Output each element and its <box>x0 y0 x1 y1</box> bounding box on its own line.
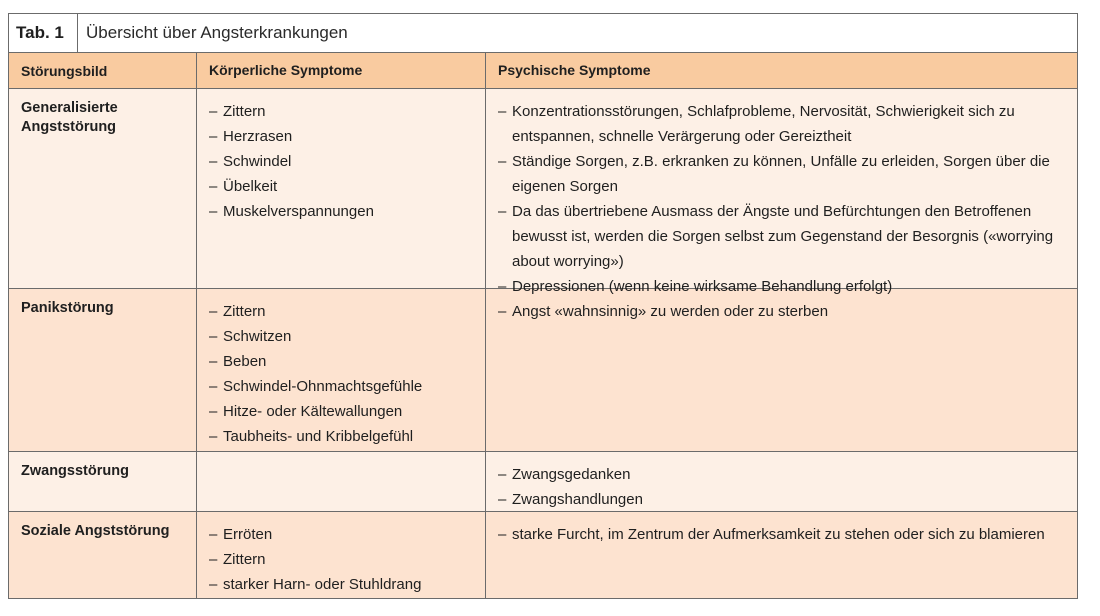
table-title: Übersicht über Angsterkrankungen <box>86 23 348 42</box>
bullet-dash: – <box>209 203 218 220</box>
psychological-symptom-text: Konzentrationsstörungen, Schlafprobleme, Nervosität, Schwierigkeit sich zu entspannen, schnelle Verärgerung oder Gereiztheit <box>512 103 1015 145</box>
bullet-dash: – <box>498 526 507 543</box>
physical-symptom-item <box>209 299 473 324</box>
bullet-dash: – <box>498 466 507 483</box>
physical-symptoms-cell <box>197 289 486 451</box>
psychological-symptom-item <box>498 522 1065 547</box>
bullet-dash: – <box>209 178 218 195</box>
psychological-symptom-item <box>498 299 1065 324</box>
physical-symptom-text: Muskelverspannungen <box>223 203 374 220</box>
physical-symptom-item <box>209 547 473 572</box>
psychological-symptom-item <box>498 99 1065 149</box>
table-caption <box>9 14 1077 53</box>
physical-symptom-text: Hitze- oder Kältewallungen <box>223 403 403 420</box>
physical-symptom-item <box>209 522 473 547</box>
physical-symptom-item <box>209 124 473 149</box>
physical-symptom-text: Übelkeit <box>223 178 278 195</box>
bullet-dash: – <box>209 576 218 593</box>
physical-symptom-text: Zittern <box>223 551 266 568</box>
bullet-dash: – <box>209 551 218 568</box>
physical-symptom-item <box>209 349 473 374</box>
header-psychological: Psychische Symptome <box>498 62 651 78</box>
physical-symptoms-cell <box>197 452 486 511</box>
physical-symptom-item <box>209 374 473 399</box>
psychological-symptom-text: Ständige Sorgen, z.B. erkranken zu können, Unfälle zu erleiden, Sorgen über die eigenen Sorgen <box>512 153 1050 195</box>
bullet-dash: – <box>209 378 218 395</box>
header-disorder: Störungsbild <box>9 53 197 88</box>
physical-symptom-text: Zittern <box>223 303 266 320</box>
physical-symptom-text: Schwindel <box>223 153 292 170</box>
psychological-symptoms-cell <box>486 89 1077 295</box>
physical-symptom-item <box>209 149 473 174</box>
disorder-cell: Panikstörung <box>9 289 197 451</box>
bullet-dash: – <box>498 153 507 170</box>
header-physical: Körperliche Symptome <box>197 53 486 88</box>
table-row <box>9 452 1077 512</box>
physical-symptom-item <box>209 199 473 224</box>
psychological-symptom-text: Zwangsgedanken <box>512 466 631 483</box>
bullet-dash: – <box>498 303 507 320</box>
physical-symptom-text: Herzrasen <box>223 128 293 145</box>
physical-symptom-text: Zittern <box>223 103 266 120</box>
table-row <box>9 89 1077 295</box>
physical-symptom-item <box>209 174 473 199</box>
physical-symptom-item <box>209 399 473 424</box>
bullet-dash: – <box>209 526 218 543</box>
bullet-dash: – <box>209 353 218 370</box>
bullet-dash: – <box>209 103 218 120</box>
bullet-dash: – <box>209 128 218 145</box>
psychological-symptom-text: Zwangshandlungen <box>512 491 643 508</box>
psychological-symptom-text: Da das übertriebene Ausmass der Ängste und Befürchtungen den Betroffenen bewusst ist, werden die Sorgen selbst zum Gegenstand der Besorgnis («worrying about worrying») <box>512 203 1054 270</box>
physical-symptom-text: Beben <box>223 353 267 370</box>
disorder-cell: Generalisierte Angststörung <box>9 89 197 288</box>
psychological-symptom-text: Angst «wahnsinnig» zu werden oder zu sterben <box>512 303 829 320</box>
bullet-dash: – <box>209 303 218 320</box>
physical-symptom-text: Erröten <box>223 526 273 543</box>
bullet-dash: – <box>498 278 507 295</box>
psychological-symptoms-cell <box>486 289 1077 451</box>
psychological-symptom-item <box>498 199 1065 274</box>
physical-symptom-text: starker Harn- oder Stuhldrang <box>223 576 422 593</box>
physical-symptom-text: Taubheits- und Kribbelgefühl <box>223 428 414 445</box>
bullet-dash: – <box>209 403 218 420</box>
psychological-symptom-item <box>498 487 1065 512</box>
bullet-dash: – <box>498 203 507 220</box>
table-header-row <box>9 53 1077 89</box>
bullet-dash: – <box>209 328 218 345</box>
psychological-symptoms-cell <box>486 452 1077 511</box>
bullet-dash: – <box>209 428 218 445</box>
psychological-symptom-text: starke Furcht, im Zentrum der Aufmerksamkeit zu stehen oder sich zu blamieren <box>512 526 1045 543</box>
psychological-symptom-item <box>498 462 1065 487</box>
bullet-dash: – <box>209 153 218 170</box>
anxiety-disorders-table <box>8 13 1078 599</box>
physical-symptoms-cell <box>197 512 486 598</box>
psychological-symptom-text: Depressionen (wenn keine wirksame Behandlung erfolgt) <box>512 278 893 295</box>
table-row <box>9 512 1077 598</box>
psychological-symptoms-cell <box>486 512 1077 598</box>
bullet-dash: – <box>498 491 507 508</box>
table-row <box>9 289 1077 452</box>
bullet-dash: – <box>498 103 507 120</box>
disorder-cell: Zwangsstörung <box>9 452 197 511</box>
physical-symptom-item <box>209 99 473 124</box>
physical-symptom-item <box>209 324 473 349</box>
physical-symptom-text: Schwindel-Ohnmachtsgefühle <box>223 378 423 395</box>
disorder-cell: Soziale Angststörung <box>9 512 197 598</box>
psychological-symptom-item <box>498 149 1065 199</box>
physical-symptom-item <box>209 424 473 449</box>
physical-symptom-item <box>209 572 473 597</box>
table-number: Tab. 1 <box>9 14 78 52</box>
physical-symptoms-cell <box>197 89 486 288</box>
physical-symptom-text: Schwitzen <box>223 328 292 345</box>
